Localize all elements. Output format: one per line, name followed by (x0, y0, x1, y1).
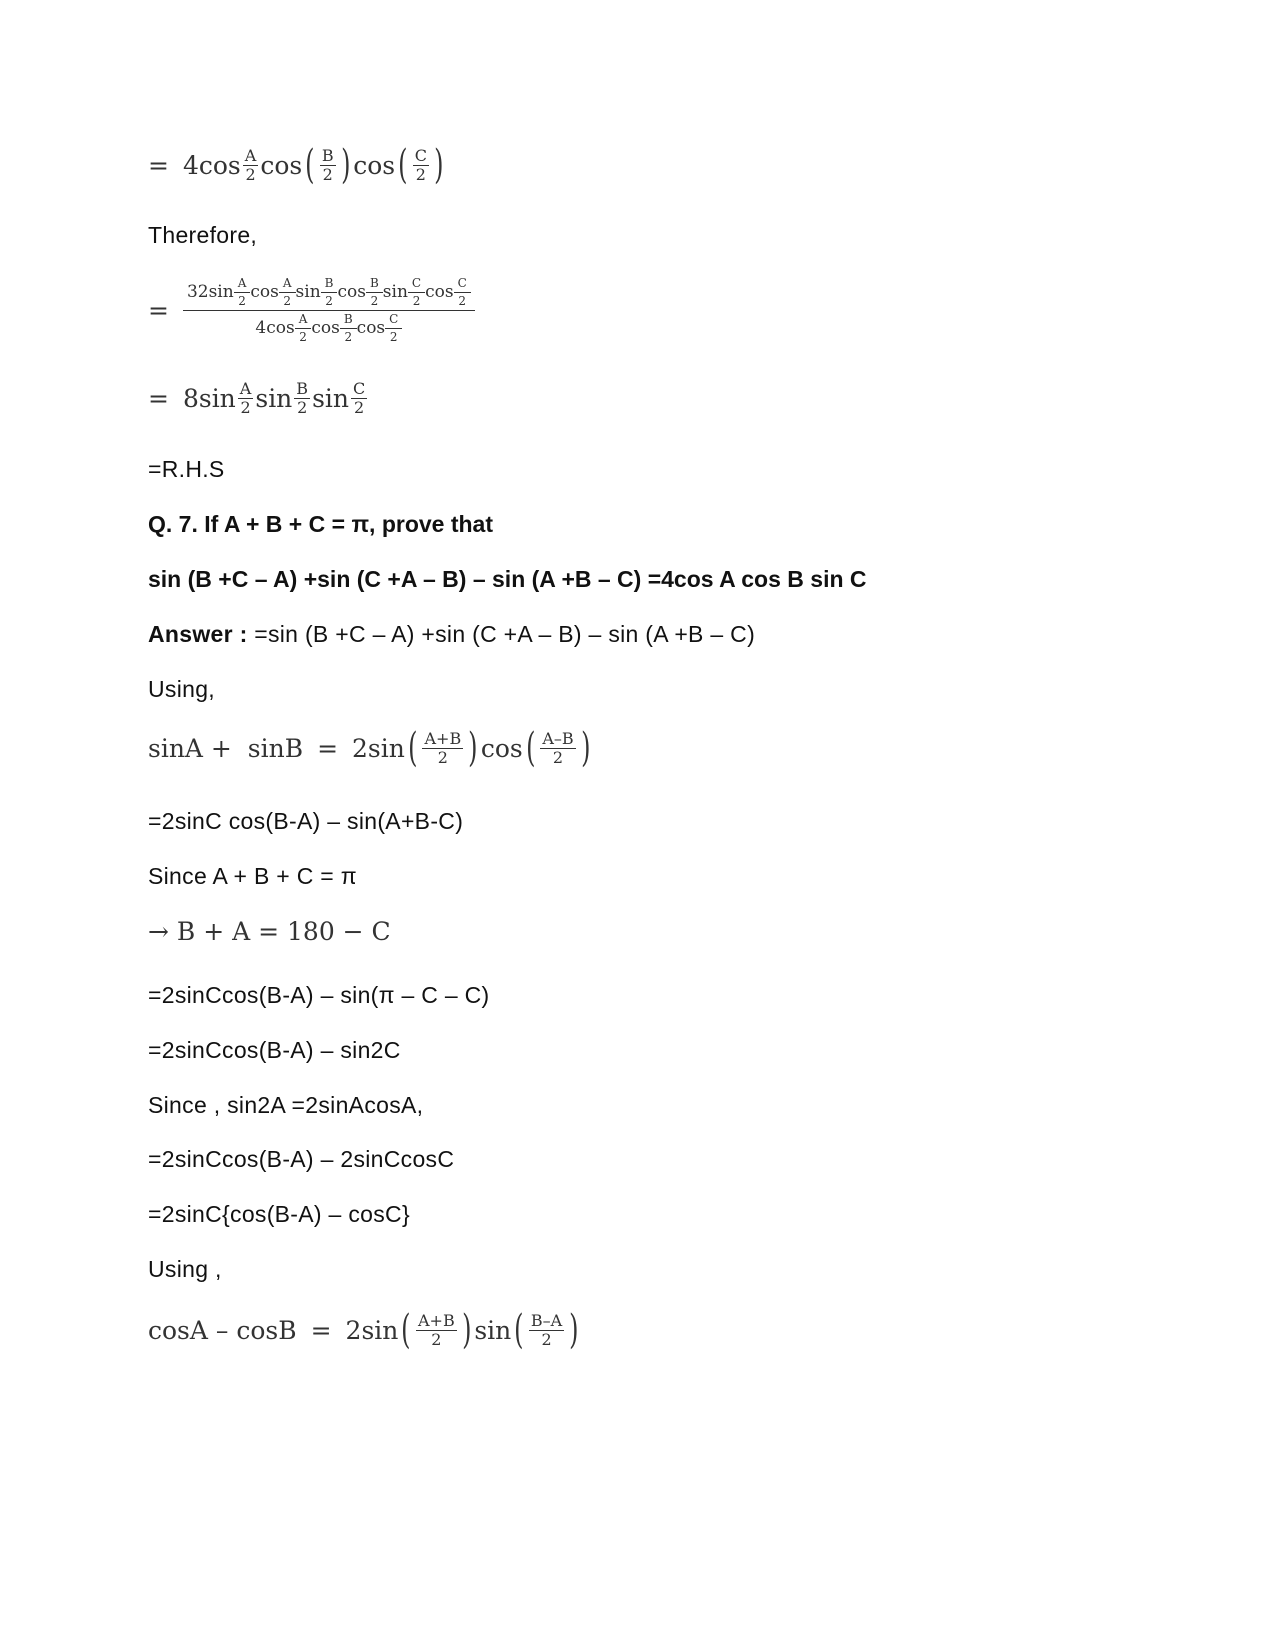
using-text-2: Using , (148, 1256, 222, 1282)
step-line-3: =2sinCcos(B-A) – sin2C (148, 1037, 401, 1063)
step-line-5: =2sinC{cos(B-A) – cosC} (148, 1201, 410, 1227)
arrow-equation: → B + A = 180 − C (148, 917, 391, 946)
question-7-statement: sin (B +C – A) +sin (C +A – B) – sin (A +B – C) =4cos A cos B sin C (148, 566, 867, 592)
rhs-text: =R.H.S (148, 456, 225, 482)
equation-8sin-product: = 8sin $\frac{A}{2}$ sin $\frac{B}{2}$ sin $\frac{C}{2}$ (148, 379, 366, 417)
fraction-b-over-2: $\frac{B}{2}$ (321, 145, 334, 184)
fraction-a-over-2: $\frac{A}{2}$ (244, 145, 257, 184)
therefore-text: Therefore, (148, 222, 258, 248)
step-line-4: =2sinCcos(B-A) – 2sinCcosC (148, 1146, 455, 1172)
since-line-2: Since , sin2A =2sinAcosA, (148, 1092, 424, 1118)
sum-to-product-sine-formula: sinA + sinB = 2sin ( $\frac{A+B}{2}$ ) cos ( $\frac{A-B}{2}$ ) (148, 725, 591, 771)
big-fraction-numerator: 32sin $\frac{A}{2}$ cos $\frac{A}{2}$ sin $\frac{B}{2}$ cos $\frac{B}{2}$ sin $\frac{C}{2}$ cos $\frac{C}{2}$ (183, 278, 475, 311)
answer-text: =sin (B +C – A) +sin (C +A – B) – sin (A +B – C) (247, 621, 756, 647)
step-line-2: =2sinCcos(B-A) – sin(π – C – C) (148, 982, 490, 1008)
answer-label: Answer : (148, 621, 248, 647)
equation-4cos-product: = 4cos $\frac{A}{2}$ cos ( $\frac{B}{2}$ ) cos ( $\frac{C}{2}$ ) (148, 142, 444, 188)
big-fraction-denominator: 4cos $\frac{A}{2}$ cos $\frac{B}{2}$ cos $\frac{C}{2}$ (255, 311, 402, 343)
question-7-title: Q. 7. If A + B + C = π, prove that (148, 511, 494, 537)
equation-big-fraction: = 32sin $\frac{A}{2}$ cos $\frac{A}{2}$ sin $\frac{B}{2}$ cos $\frac{B}{2}$ sin $\frac{C}{2}$ cos $\frac{C}{2}$ 4cos $\frac{A}{2}$ cos $\frac{B}{2}$ cos $\frac{C}{2}$ (148, 278, 475, 343)
using-text-1: Using, (148, 676, 215, 702)
difference-to-product-cosine-formula: cosA – cosB = 2sin ( $\frac{A+B}{2}$ ) sin ( $\frac{B-A}{2}$ ) (148, 1307, 579, 1353)
since-line-1: Since A + B + C = π (148, 863, 357, 889)
answer-line (148, 621, 755, 648)
big-fraction (183, 278, 475, 343)
fraction-c-over-2: $\frac{C}{2}$ (414, 145, 427, 184)
step-line-1: =2sinC cos(B-A) – sin(A+B-C) (148, 808, 464, 834)
